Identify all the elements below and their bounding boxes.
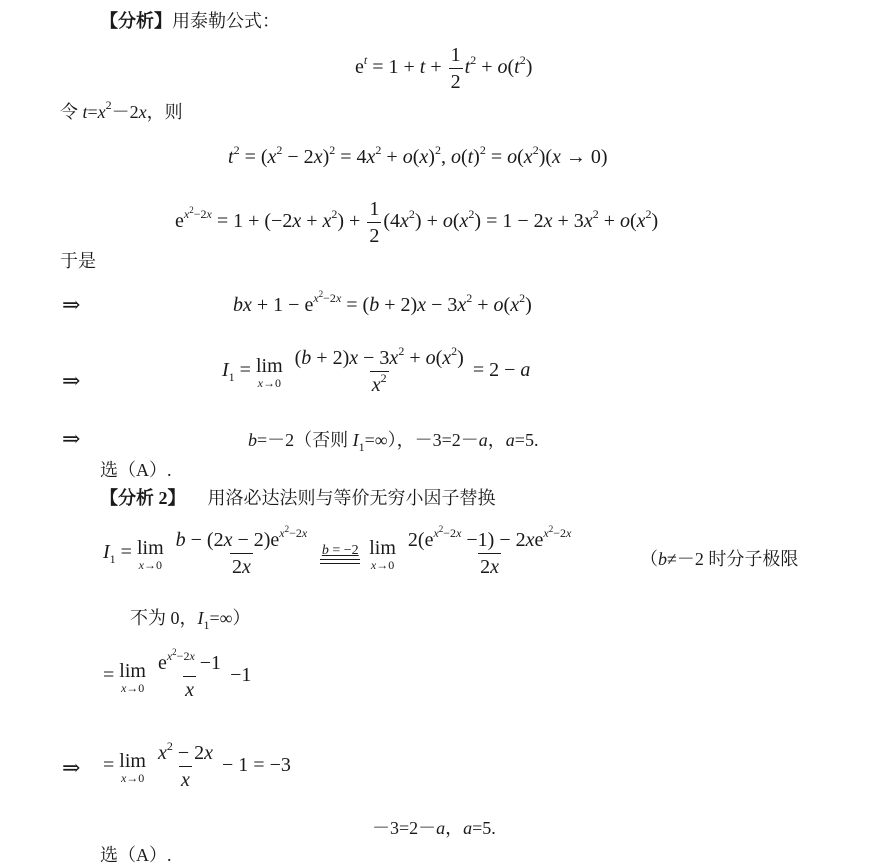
implies-arrow-2: ⇒ xyxy=(62,368,81,393)
fraction: $\frac{b - (2x - 2)e^{x^2-2x}}{2x}$ xyxy=(175,524,308,578)
note-line-2: 不为 0，$I_1=\infty$） xyxy=(130,608,251,632)
fraction: $\frac{(b + 2)x - 3x^2 + o(x^2)}{x^2}$ xyxy=(294,344,464,396)
note-line-1: （b≠－2 时分子极限 xyxy=(640,549,799,569)
answer-2: 选（A）. xyxy=(100,845,172,865)
limit-I1: $I_1$ = lim x→0 $\frac{(b + 2)x - 3x^2 + o(x^2)}{x^2}$ = 2 − a xyxy=(222,344,531,396)
implies-arrow-4: ⇒ xyxy=(62,755,81,780)
t-squared-equation: $t^2 = (x^2 - 2x)^2 = 4x^2 + o(x)^2$, $o(t)^2 = o(x^2)(x \to 0)$ xyxy=(228,143,608,168)
answer-1: 选（A）. xyxy=(100,460,172,480)
analysis-heading-1 xyxy=(100,9,280,33)
lim-operator: lim x→0 xyxy=(369,536,396,572)
implies-arrow-1: ⇒ xyxy=(62,292,81,317)
lhopital-limit: $I_1$ = lim x→0 $\frac{b - (2x - 2)e^{x^2-2x}}{2x}$ b = −2 lim x→0 $\frac{2(e^{x^2-2x} -1) - 2xe^{x^2-2x}}{2x}$ xyxy=(103,524,572,578)
lim-operator: lim x→0 xyxy=(119,749,146,785)
fraction: $\frac{e^{x^2-2x} -1}{x}$ xyxy=(157,647,222,701)
limit-step-2: = lim x→0 $\frac{e^{x^2-2x} -1}{x}$ −1 xyxy=(103,647,252,701)
heading-label: 【分析 2】 xyxy=(100,488,186,508)
fraction: $\frac{1}{2}$ xyxy=(369,198,380,247)
lim-operator: lim x→0 xyxy=(255,354,283,390)
taylor-formula: $e^t = 1 + t$ + $\frac{1}{2}$ $t^2 + o(t^2)$ xyxy=(355,44,533,93)
implies-arrow-3: ⇒ xyxy=(62,426,81,451)
heading-text: 用泰勒公式： xyxy=(172,11,280,31)
fraction: $\frac{x^2 - 2x}{x}$ xyxy=(157,739,214,791)
lim-operator: lim x→0 xyxy=(119,659,146,695)
thus-label: 于是 xyxy=(60,251,96,271)
exp-expansion: $e^{x^2-2x} = 1 + (-2x + x^2)$ + $\frac{1}{2}$ $(4x^2) + o(x^2) = 1 - 2x + 3x^2 + o(x^2)$ xyxy=(175,198,659,247)
conditional-equals: b = −2 xyxy=(320,544,360,564)
heading-label: 【分析】 xyxy=(100,11,172,31)
fraction: $\frac{1}{2}$ xyxy=(450,44,461,93)
lim-operator: lim x→0 xyxy=(136,536,164,572)
bx-equation: bx + $1 - e^{x^2-2x} = (b + 2)x - 3x^2 + o(x^2)$ xyxy=(233,289,532,316)
heading-text: 用洛必达法则与等价无穷小因子替换 xyxy=(207,488,496,508)
limit-step-3: = lim x→0 $\frac{x^2 - 2x}{x}$ − 1 = −3 xyxy=(103,739,291,791)
analysis-heading-2 xyxy=(100,486,496,510)
final-equation: －3=2－a，a=5. xyxy=(372,818,496,838)
b-value-line: b=－2（否则 $I_1=\infty$），－3=2－a，a=5. xyxy=(248,430,539,454)
fraction: $\frac{2(e^{x^2-2x} -1) - 2xe^{x^2-2x}}{2x}$ xyxy=(407,524,572,578)
substitution-line: 令 $t=x^2-2x$，则 xyxy=(60,98,183,122)
